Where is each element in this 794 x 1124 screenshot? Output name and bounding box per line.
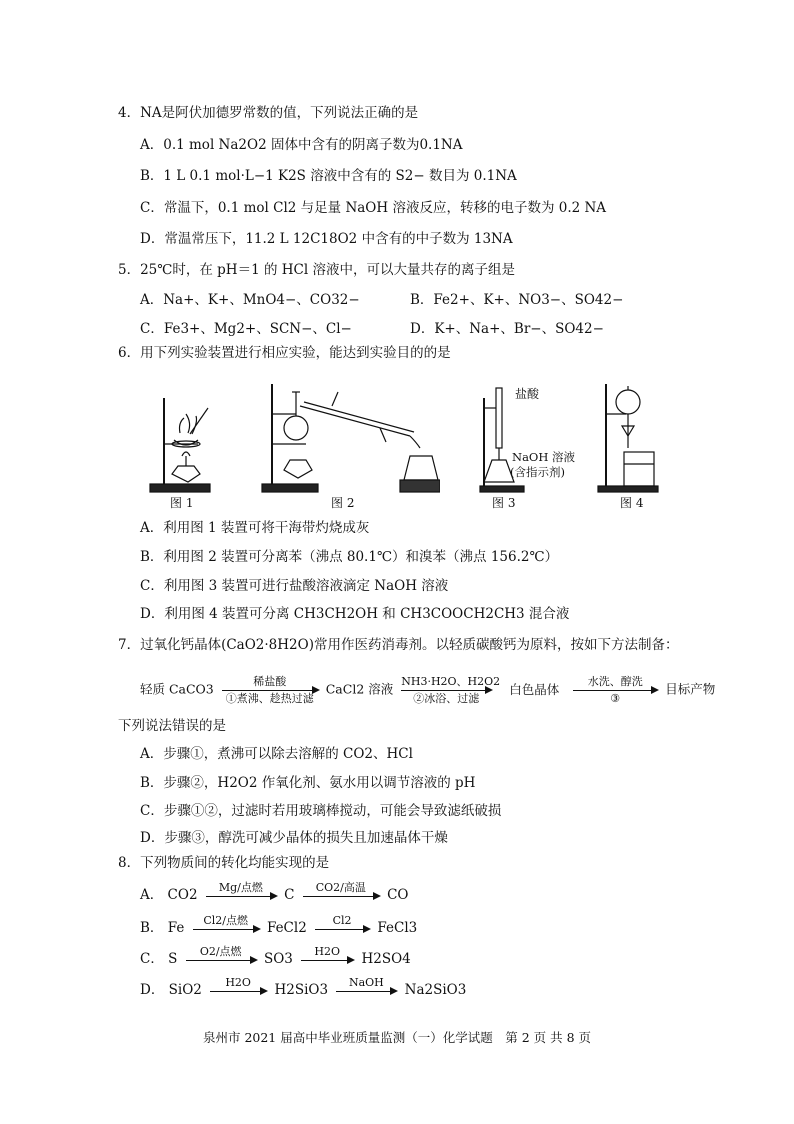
q8-c-s3: H2SO4: [361, 951, 411, 967]
q7-stem: 7．过氧化钙晶体(CaO2·8H2O)常用作医药消毒剂。以轻质碳酸钙为原料，按如下方法制备：: [118, 637, 679, 653]
q6-stem: 6．用下列实验装置进行相应实验，能达到实验目的的是: [118, 345, 451, 361]
figure-2-caption: 图 2: [331, 496, 355, 510]
q5-option-c: C．Fe3+、Mg2+、SCN−、Cl−: [140, 321, 352, 337]
flow-arrow-2: [401, 674, 501, 706]
q8-c-cond-2: H2O: [314, 944, 340, 958]
q8-a-arrow-2: [303, 882, 379, 910]
q7-prompt: 下列说法错误的是: [118, 718, 226, 734]
q6-option-a: A．利用图 1 装置可将干海带灼烧成灰: [140, 520, 370, 536]
figure-1-apparatus: [148, 378, 218, 500]
flow-arrow-3-below: ③: [610, 692, 621, 705]
q8-d-arrow-1: [210, 977, 266, 1005]
q5-option-a: A．Na+、K+、MnO4−、CO32−: [140, 292, 360, 308]
q8-option-c: [140, 943, 411, 975]
q8-c-arrow-2: [301, 946, 353, 974]
q8-a-s3: CO: [387, 887, 409, 903]
figure-4-apparatus: [596, 378, 666, 500]
q8-b-arrow-2: [315, 915, 369, 943]
figure-3-caption: 图 3: [492, 496, 516, 510]
q4-option-d: D．常温常压下，11.2 L 12C18O2 中含有的中子数为 13NA: [140, 231, 513, 247]
q8-d-s2: H2SiO3: [274, 982, 329, 998]
q6-option-b: B．利用图 2 装置可分离苯（沸点 80.1℃）和溴苯（沸点 156.2℃）: [140, 549, 559, 565]
q4-option-b: B．1 L 0.1 mol·L−1 K2S 溶液中含有的 S2− 数目为 0.1NA: [140, 168, 517, 184]
q8-a-label: A．: [140, 887, 164, 903]
q8-b-arrow-1: [193, 915, 259, 943]
q8-d-s1: SiO2: [168, 982, 202, 998]
flow-arrow-1-below: ①煮沸、趁热过滤: [225, 692, 314, 705]
q8-c-s2: SO3: [263, 951, 293, 967]
q8-a-s1: CO2: [167, 887, 198, 903]
flow-arrow-2-above: NH3·H2O、H2O2: [401, 675, 501, 688]
q8-b-cond-2: Cl2: [332, 913, 352, 927]
q7-option-a: A．步骤①，煮沸可以除去溶解的 CO2、HCl: [140, 746, 413, 762]
q8-d-arrow-2: [336, 977, 396, 1005]
q7-option-c: C．步骤①②，过滤时若用玻璃棒搅动，可能会导致滤纸破损: [140, 803, 502, 819]
page-footer: 泉州市 2021 届高中毕业班质量监测（一）化学试题 第 2 页 共 8 页: [202, 1030, 592, 1045]
q8-a-arrow-1: [206, 882, 276, 910]
q6-option-d: D．利用图 4 装置可分离 CH3CH2OH 和 CH3COOCH2CH3 混合液: [140, 606, 570, 622]
flow-arrow-3-above: 水洗、醇洗: [587, 675, 643, 688]
q8-b-label: B．: [140, 920, 164, 936]
figure-4-caption: 图 4: [620, 496, 644, 510]
q8-option-b: [140, 912, 417, 944]
q8-d-s3: Na2SiO3: [404, 982, 467, 998]
q5-option-d: D．K+、Na+、Br−、SO42−: [410, 321, 604, 337]
q8-b-s1: Fe: [167, 920, 185, 936]
figure-3-naoh-label: NaOH 溶液: [512, 450, 576, 464]
q5-stem: 5．25℃时，在 pH＝1 的 HCl 溶液中，可以大量共存的离子组是: [118, 262, 515, 278]
q8-c-s1: S: [168, 951, 178, 967]
flow-start: 轻质 CaCO3: [140, 681, 214, 697]
q8-b-cond-1: Cl2/点燃: [203, 913, 248, 927]
q4-option-a: A．0.1 mol Na2O2 固体中含有的阴离子数为0.1NA: [140, 137, 463, 153]
q8-b-s2: FeCl2: [266, 920, 307, 936]
figure-3-acid-label: 盐酸: [515, 387, 540, 401]
q8-c-label: C．: [140, 951, 164, 967]
flow-arrow-2-below: ②冰浴、过滤: [413, 692, 480, 705]
q8-d-cond-1: H2O: [225, 975, 251, 989]
q8-c-cond-1: O2/点燃: [199, 944, 242, 958]
flow-end: 目标产物: [665, 681, 716, 697]
q4-option-c: C．常温下，0.1 mol Cl2 与足量 NaOH 溶液反应，转移的电子数为 0.2 NA: [140, 200, 607, 216]
q8-stem: 8．下列物质间的转化均能实现的是: [118, 855, 330, 871]
q8-d-label: D．: [140, 982, 165, 998]
q6-option-c: C．利用图 3 装置可进行盐酸溶液滴定 NaOH 溶液: [140, 578, 449, 594]
q7-option-d: D．步骤③，醇洗可减少晶体的损失且加速晶体干燥: [140, 830, 448, 846]
q4-stem: 4．NA是阿伏加德罗常数的值，下列说法正确的是: [118, 105, 419, 121]
q8-a-cond-1: Mg/点燃: [218, 880, 263, 894]
q8-option-a: [140, 879, 408, 911]
figure-2-apparatus: [260, 378, 440, 500]
q8-d-cond-2: NaOH: [348, 975, 384, 989]
q8-b-s3: FeCl3: [377, 920, 418, 936]
q5-option-b: B．Fe2+、K+、NO3−、SO42−: [410, 292, 624, 308]
flow-mid-1: CaCl2 溶液: [325, 681, 394, 697]
flow-arrow-1: [222, 674, 318, 706]
q7-flow-diagram: [140, 674, 715, 706]
flow-arrow-1-above: 稀盐酸: [253, 675, 287, 688]
q8-a-s2: C: [284, 887, 295, 903]
flow-mid-2: 白色晶体: [509, 681, 560, 697]
figure-1-caption: 图 1: [170, 496, 194, 510]
figure-3-indicator-label: (含指示剂): [510, 465, 565, 479]
q8-option-d: [140, 974, 466, 1006]
flow-arrow-3: [573, 674, 657, 706]
q7-option-b: B．步骤②，H2O2 作氧化剂、氨水用以调节溶液的 pH: [140, 775, 476, 791]
q8-a-cond-2: CO2/高温: [315, 880, 366, 894]
q8-c-arrow-1: [186, 946, 256, 974]
